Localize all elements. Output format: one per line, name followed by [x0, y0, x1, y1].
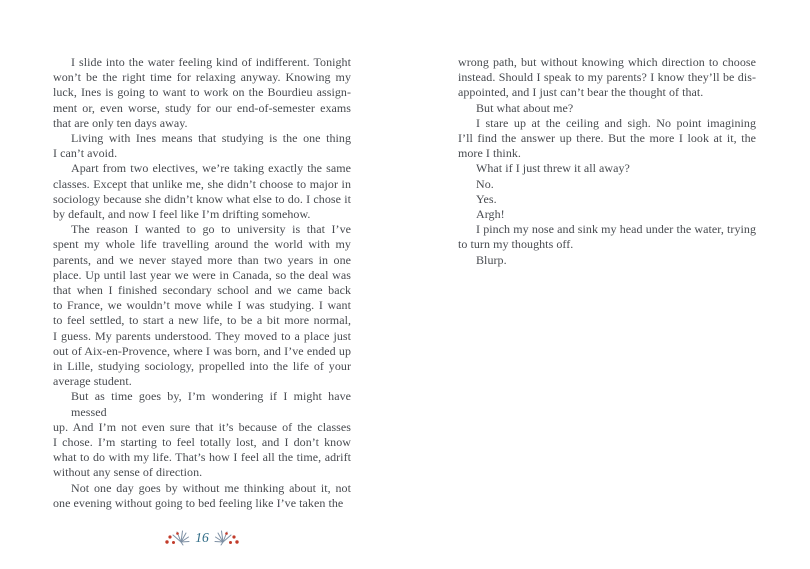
text-line: classes. Except that unlike me, she didn’t choose to major in	[53, 176, 351, 191]
text-line: more I think.	[458, 146, 521, 161]
paragraph	[458, 222, 756, 252]
floral-sprig-icon	[214, 529, 240, 547]
page-footer-ornament	[53, 529, 351, 547]
text-line: parents, and we never stayed more than two years in one	[53, 252, 351, 267]
paragraph	[458, 253, 756, 268]
text-line: average student.	[53, 374, 132, 389]
text-line: I stare up at the ceiling and sigh. No point imagining	[476, 115, 756, 130]
text-line: I pinch my nose and sink my head under the water, trying	[476, 222, 756, 237]
paragraph	[53, 55, 351, 131]
text-line: Not one day goes by without me thinking about it, not	[71, 480, 351, 495]
text-line: What if I just threw it all away?	[476, 161, 630, 176]
text-line: up. And I’m not even sure that it’s because of the classes	[53, 419, 351, 434]
paragraph	[53, 481, 351, 511]
text-line: that are only ten days away.	[53, 115, 188, 130]
page-number: 16	[195, 530, 209, 545]
text-line: I slide into the water feeling kind of indifferent. Tonight	[71, 55, 351, 69]
text-line: out of Aix-en-Provence, where I was born, and I’ve ended up	[53, 343, 351, 358]
paragraph	[458, 101, 756, 116]
text-line: I guess. My parents understood. They moved to a place just	[53, 328, 351, 343]
text-line: Living with Ines means that studying is the one thing	[71, 131, 351, 146]
text-line: wrong path, but without knowing which direction to choose	[458, 55, 756, 69]
text-line: I’ll find the answer up there. But the more I look at it, the	[458, 131, 756, 146]
text-line: luck, Ines is going to want to work on the Bourdieu assign-	[53, 85, 351, 100]
text-line: appointed, and I just can’t bear the thought of that.	[458, 85, 704, 100]
text-line: won’t be the right time for relaxing anyway. Knowing my	[53, 70, 351, 85]
text-line: instead. Should I speak to my parents? I know they’ll be dis-	[458, 70, 756, 85]
paragraph	[53, 389, 351, 480]
text-line: place. Up until last year we were in Canada, so the deal was	[53, 267, 351, 282]
text-line: one evening without going to bed feeling like I’ve taken the	[53, 495, 344, 510]
text-line: But what about me?	[476, 100, 574, 115]
text-line: without any sense of direction.	[53, 465, 203, 480]
text-line: Blurp.	[476, 252, 507, 267]
paragraph	[458, 116, 756, 162]
text-line: I can’t avoid.	[53, 146, 118, 161]
paragraph	[458, 161, 756, 176]
text-line: to feel settled, to start a new life, to be a bit more normal,	[53, 313, 351, 328]
paragraph	[458, 192, 756, 207]
floral-sprig-icon	[164, 529, 190, 547]
paragraph	[458, 207, 756, 222]
text-line: No.	[476, 176, 494, 191]
text-line: in Lille, studying sociology, propelled into the life of your	[53, 359, 351, 374]
text-line: to France, we wouldn’t move while I was studying. I want	[53, 298, 351, 313]
paragraph	[53, 131, 351, 161]
text-line: I chose. I’m starting to feel totally lost, and I don’t know	[53, 435, 351, 450]
text-line: But as time goes by, I’m wondering if I might have messed	[71, 389, 351, 419]
text-line: to turn my thoughts off.	[458, 237, 574, 252]
text-line: what to do with my life. That’s how I feel all the time, adrift	[53, 450, 351, 465]
text-line: that when I finished secondary school and we came back	[53, 283, 351, 298]
text-line: sociology because she didn’t know what else to do. I chose it	[53, 191, 351, 206]
paragraph	[53, 222, 351, 389]
left-page-text-column	[53, 55, 351, 511]
text-line: by default, and now I feel like I’m drifting somehow.	[53, 207, 311, 222]
paragraph	[53, 161, 351, 222]
text-line: Yes.	[476, 191, 497, 206]
text-line: spent my whole life travelling around the world with my	[53, 237, 351, 252]
text-line: Argh!	[476, 207, 505, 222]
paragraph	[458, 55, 756, 101]
paragraph	[458, 177, 756, 192]
text-line: ment or, even worse, study for our end-of-semester exams	[53, 100, 351, 115]
right-page-text-column	[458, 55, 756, 268]
text-line: The reason I wanted to go to university is that I’ve	[71, 222, 351, 237]
text-line: Apart from two electives, we’re taking exactly the same	[71, 161, 351, 176]
